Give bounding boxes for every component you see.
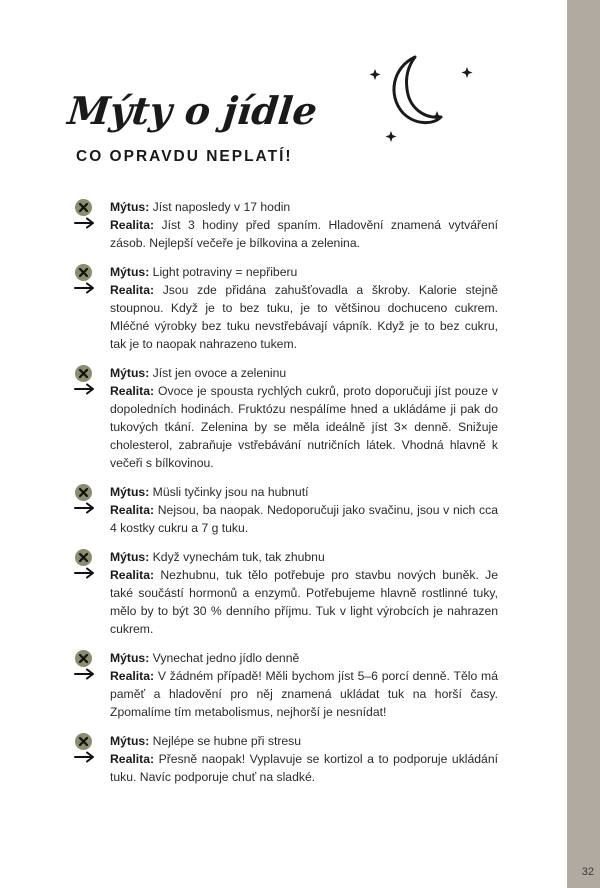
- myth-label: Mýtus:: [110, 200, 150, 214]
- myth-label: Mýtus:: [110, 550, 150, 564]
- reality-line: [74, 382, 498, 472]
- myth-list: [74, 198, 498, 797]
- myth-text: Light potraviny = nepřiberu: [152, 265, 298, 279]
- arrow-right-icon: [74, 750, 96, 768]
- side-bar: [567, 0, 600, 888]
- myth-text: Jíst naposledy v 17 hodin: [152, 200, 291, 214]
- reality-label: Realita:: [110, 669, 155, 683]
- myth-line: [74, 732, 498, 750]
- x-mark-icon: [75, 650, 92, 667]
- x-mark-icon: [75, 264, 92, 281]
- x-mark-icon: [75, 199, 92, 216]
- page-number: 32: [581, 866, 594, 878]
- myth-item: [74, 732, 498, 786]
- myth-item: [74, 649, 498, 721]
- reality-label: Realita:: [110, 752, 155, 766]
- myth-label: Mýtus:: [110, 651, 150, 665]
- myth-text: Jíst jen ovoce a zeleninu: [152, 366, 287, 380]
- reality-text: V žádném případě! Měli bychom jíst 5–6 porcí denně. Tělo má paměť a hladovění pro něj znamená ukládat tuk na horší časy. Zpomalíme tím metabolismus, nejhorší je nesnídat!: [110, 669, 498, 719]
- reality-label: Realita:: [110, 384, 155, 398]
- myth-text: Když vynechám tuk, tak zhubnu: [152, 550, 325, 564]
- moon-and-stars-icon: [363, 45, 483, 155]
- x-mark-icon: [75, 365, 92, 382]
- myth-item: [74, 364, 498, 472]
- myth-line: [74, 483, 498, 501]
- arrow-right-icon: [74, 566, 96, 584]
- reality-text: Jsou zde přidána zahušťovadla a škroby. Kalorie stejně stoupnou. Když je to bez tuku, je to většinou dochuceno cukrem. Mléčné výrobky bez tuku nevstřebávají vápník. Když je to bez cukru, tak je to naopak nahrazeno tukem.: [110, 283, 499, 351]
- arrow-right-icon: [74, 216, 96, 234]
- arrow-right-icon: [74, 667, 96, 685]
- reality-line: [74, 281, 498, 353]
- reality-text: Ovoce je spousta rychlých cukrů, proto doporučuji jíst pouze v dopoledních hodinách. Fruktózu nespálíme hned a ukládáme ji pak do tukových tkání. Zelenina by se měla ideálně jíst 3× denně. Snižuje cholesterol, zabraňuje vstřebávání nutričních látek. Vhodná hlavně k večeři s bílkovinou.: [110, 384, 498, 470]
- myth-line: [74, 263, 498, 281]
- reality-line: [74, 667, 498, 721]
- myth-item: [74, 548, 498, 638]
- myth-line: [74, 649, 498, 667]
- reality-label: Realita:: [110, 283, 155, 297]
- myth-label: Mýtus:: [110, 366, 150, 380]
- myth-text: Müsli tyčinky jsou na hubnutí: [152, 485, 309, 499]
- x-mark-icon: [75, 484, 92, 501]
- reality-line: [74, 216, 498, 252]
- myth-line: [74, 198, 498, 216]
- arrow-right-icon: [74, 382, 96, 400]
- myth-label: Mýtus:: [110, 265, 150, 279]
- reality-text: Jíst 3 hodiny před spaním. Hladovění znamená vytváření zásob. Nejlepší večeře je bílkovina a zelenina.: [110, 218, 498, 250]
- myth-text: Vynechat jedno jídlo denně: [152, 651, 300, 665]
- x-mark-icon: [75, 733, 92, 750]
- myth-item: [74, 483, 498, 537]
- arrow-right-icon: [74, 501, 96, 519]
- reality-text: Přesně naopak! Vyplavuje se kortizol a to podporuje ukládání tuku. Navíc podporuje chuť na sladké.: [110, 752, 498, 784]
- myth-label: Mýtus:: [110, 734, 150, 748]
- reality-line: [74, 750, 498, 786]
- myth-text: Nejlépe se hubne při stresu: [152, 734, 302, 748]
- myth-line: [74, 548, 498, 566]
- arrow-right-icon: [74, 281, 96, 299]
- myth-line: [74, 364, 498, 382]
- page-title: Mýty o jídle: [65, 88, 320, 133]
- reality-label: Realita:: [110, 503, 155, 517]
- myth-item: [74, 198, 498, 252]
- x-mark-icon: [75, 549, 92, 566]
- page-subtitle: CO OPRAVDU NEPLATÍ!: [76, 148, 293, 165]
- reality-label: Realita:: [110, 218, 155, 232]
- reality-line: [74, 501, 498, 537]
- reality-label: Realita:: [110, 568, 155, 582]
- reality-text: Nejsou, ba naopak. Nedoporučuji jako svačinu, jsou v nich cca 4 kostky cukru a 7 g tuku.: [110, 503, 499, 535]
- myth-label: Mýtus:: [110, 485, 150, 499]
- reality-text: Nezhubnu, tuk tělo potřebuje pro stavbu nových buněk. Je také součástí hormonů a enzymů. Potřebujeme hlavně rostlinné tuky, mělo by to být 30 % denního příjmu. Tuk v light výrobcích je nahrazen cukrem.: [110, 568, 499, 636]
- myth-item: [74, 263, 498, 353]
- reality-line: [74, 566, 498, 638]
